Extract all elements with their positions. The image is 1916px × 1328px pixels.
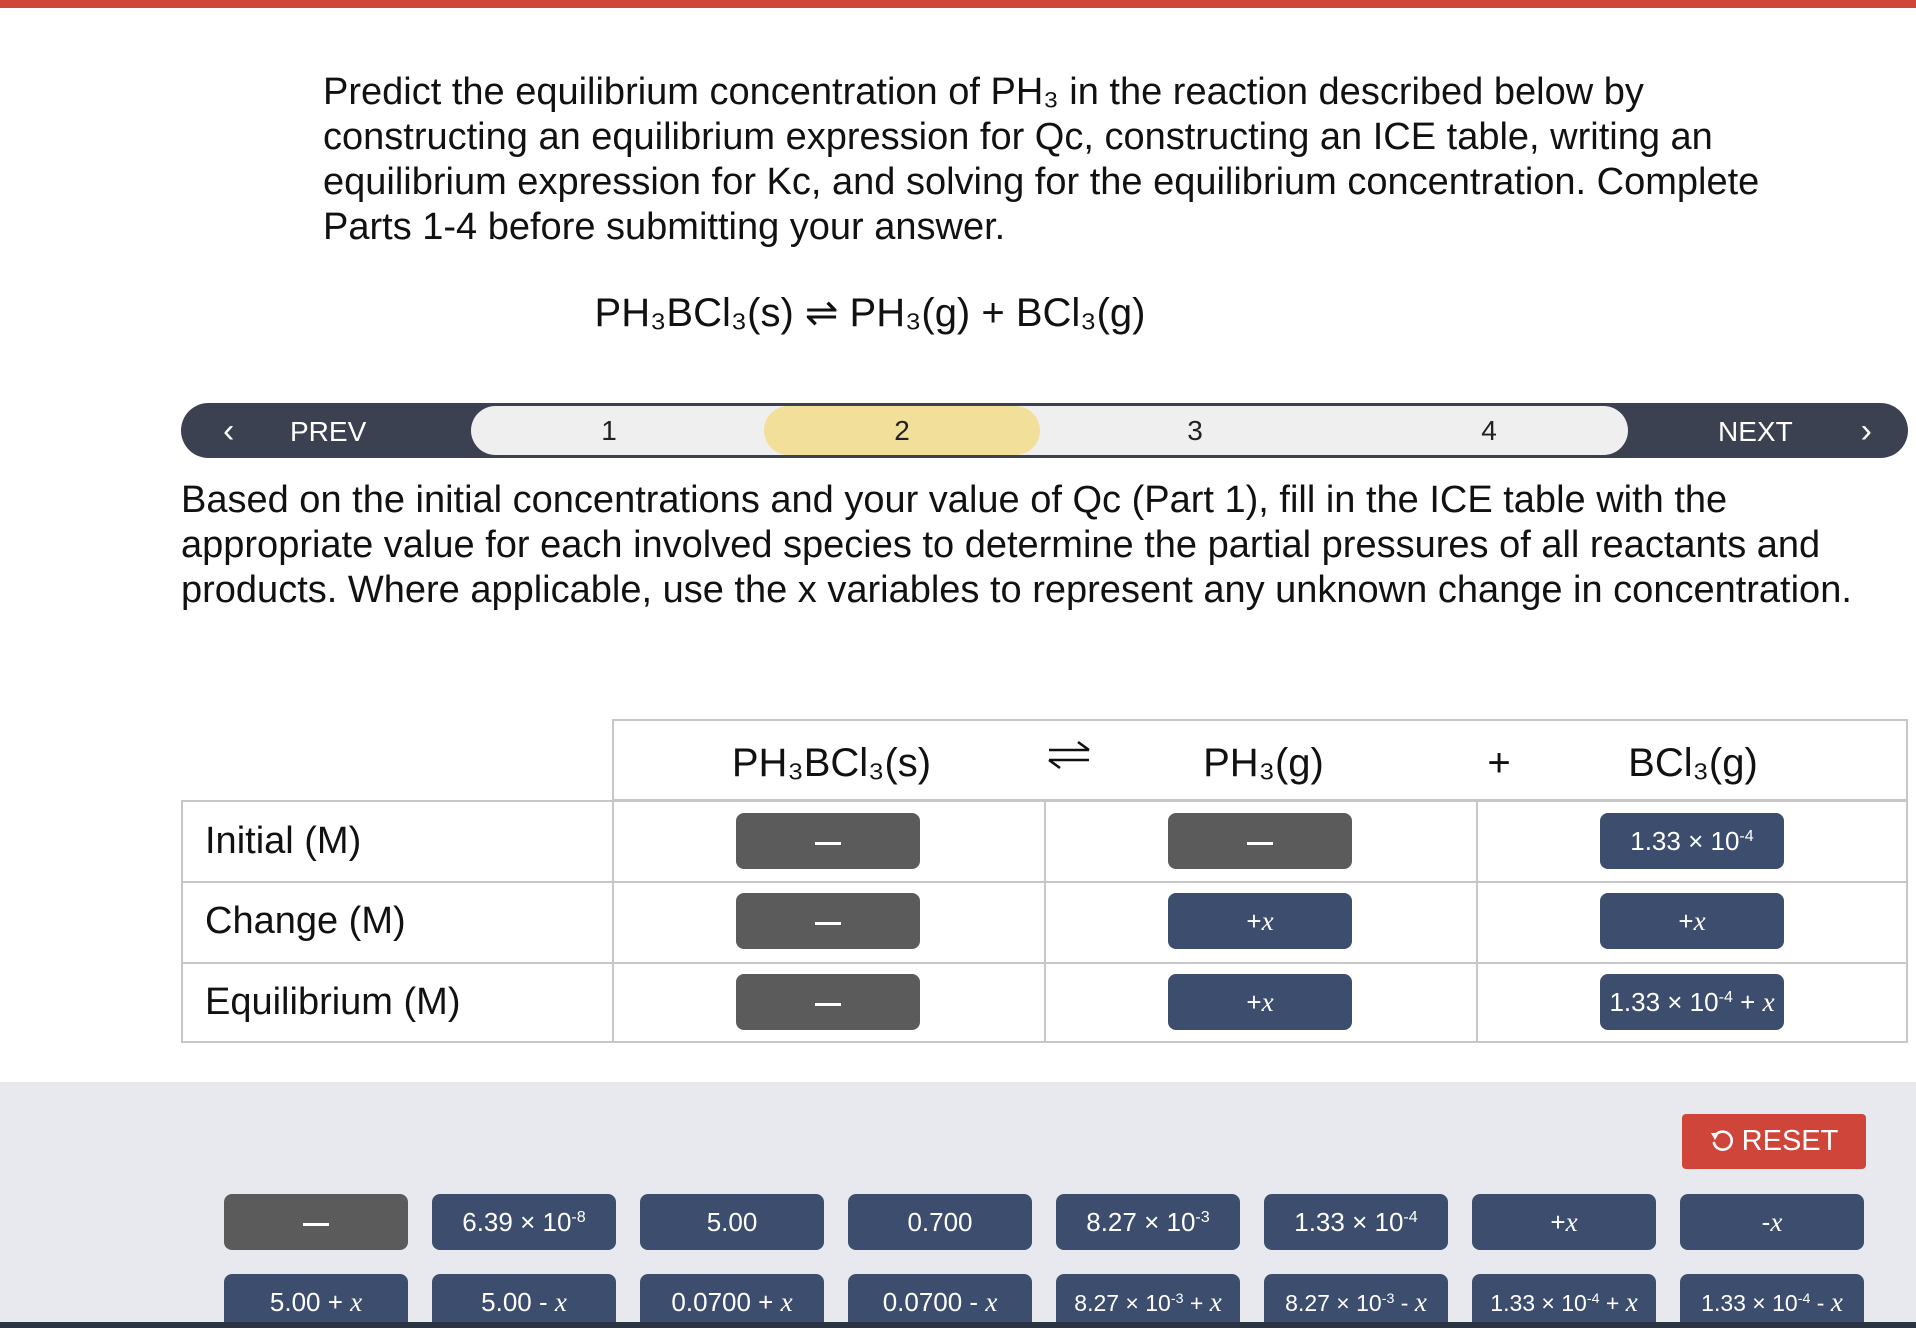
step-2[interactable]: 2 (764, 406, 1040, 455)
ice-table-header (612, 719, 1908, 801)
bank-tile-6.39e-8[interactable]: $6.39 \times 10^{-8}$ (432, 1194, 616, 1250)
next-label: NEXT (1718, 416, 1793, 447)
species-header-bcl3: BCl₃(g) (1628, 741, 1758, 785)
instructions-text: Based on the initial concentrations and your value of Qc (Part 1), fill in the ICE table with the appropriate value for each involved species to determine the partial pressures of all reactants and products. Where applicable, use the x variables to represent any unknown change in concentration. (181, 479, 1852, 611)
top-accent-bar (0, 0, 1916, 8)
bank-tile-5.00-minus-x[interactable]: 5.00 - x (432, 1274, 616, 1328)
row-label-equilibrium: Equilibrium (M) (205, 981, 461, 1023)
ice-cell-change-ph3[interactable]: +x (1168, 893, 1352, 949)
step-navigation (181, 403, 1908, 458)
dash-icon (815, 922, 841, 925)
dash-icon (815, 1003, 841, 1006)
dash-icon (1247, 842, 1273, 845)
dash-icon (303, 1223, 329, 1226)
reset-icon (1710, 1129, 1734, 1153)
ice-cell-initial-bcl3[interactable]: $1.33 \times 10^{-4}$ (1600, 813, 1784, 869)
bank-tile-1.33e-4-plus-x[interactable]: $1.33 \times 10^{-4} + x$ (1472, 1274, 1656, 1328)
bank-tile-0.0700-plus-x[interactable]: 0.0700 + x (640, 1274, 824, 1328)
prev-label: PREV (290, 416, 367, 447)
bank-tile-0.0700-minus-x[interactable]: 0.0700 - x (848, 1274, 1032, 1328)
bottom-edge-strip (0, 1322, 1916, 1328)
chevron-right-icon: › (1860, 412, 1872, 450)
ice-cell-change-ph3bcl3[interactable] (736, 893, 920, 949)
reaction-equation: PH₃BCl₃(s) ⇌ PH₃(g) + BCl₃(g) (594, 291, 1146, 335)
species-header-ph3: PH₃(g) (1203, 741, 1324, 785)
ice-cell-initial-ph3[interactable] (1168, 813, 1352, 869)
bank-tile-5.00[interactable]: 5.00 (640, 1194, 824, 1250)
ice-cell-equilibrium-ph3bcl3[interactable] (736, 974, 920, 1030)
prev-button[interactable] (181, 403, 471, 458)
row-label-initial: Initial (M) (205, 820, 362, 862)
species-header-ph3bcl3: PH₃BCl₃(s) (731, 741, 932, 785)
bank-tile-minus-x[interactable]: -x (1680, 1194, 1864, 1250)
bank-tile-5.00-plus-x[interactable]: 5.00 + x (224, 1274, 408, 1328)
plus-sign: + (1487, 741, 1511, 785)
reset-label: RESET (1741, 1125, 1839, 1157)
step-track (471, 406, 1628, 455)
step-4[interactable]: 4 (1481, 415, 1497, 446)
reset-button[interactable] (1682, 1114, 1866, 1169)
ice-cell-initial-ph3bcl3[interactable] (736, 813, 920, 869)
next-button[interactable] (1628, 403, 1908, 458)
chevron-left-icon: ‹ (223, 412, 235, 450)
step-1[interactable]: 1 (601, 415, 617, 446)
step-3[interactable]: 3 (1187, 415, 1203, 446)
column-divider (1044, 802, 1046, 1041)
bank-tile-8.27e-3-plus-x[interactable]: $8.27 \times 10^{-3} + x$ (1056, 1274, 1240, 1328)
row-label-change: Change (M) (205, 900, 406, 942)
question-prompt: Predict the equilibrium concentration of PH₃ in the reaction described below by constructing an equilibrium expression for Qc, constructing an ICE table, writing an equilibrium expression for Kc, and solving for the equilibrium concentration. Complete Parts 1-4 before submitting your answer. (323, 71, 1760, 248)
bank-tile-plus-x[interactable]: +x (1472, 1194, 1656, 1250)
bank-tile-0.700[interactable]: 0.700 (848, 1194, 1032, 1250)
bank-tile-1.33e-4-minus-x[interactable]: $1.33 \times 10^{-4} - x$ (1680, 1274, 1864, 1328)
ice-cell-equilibrium-bcl3[interactable]: $1.33 \times 10^{-4} + x$ (1600, 974, 1784, 1030)
bank-tile-8.27e-3[interactable]: $8.27 \times 10^{-3}$ (1056, 1194, 1240, 1250)
dash-icon (815, 842, 841, 845)
ice-table (181, 800, 1908, 1043)
column-divider (1476, 802, 1478, 1041)
bank-tile-8.27e-3-minus-x[interactable]: $8.27 \times 10^{-3} - x$ (1264, 1274, 1448, 1328)
ice-cell-change-bcl3[interactable]: +x (1600, 893, 1784, 949)
bank-tile-dash[interactable] (224, 1194, 408, 1250)
bank-tile-1.33e-4[interactable]: $1.33 \times 10^{-4}$ (1264, 1194, 1448, 1250)
ice-cell-equilibrium-ph3[interactable]: +x (1168, 974, 1352, 1030)
column-divider (612, 802, 614, 1041)
